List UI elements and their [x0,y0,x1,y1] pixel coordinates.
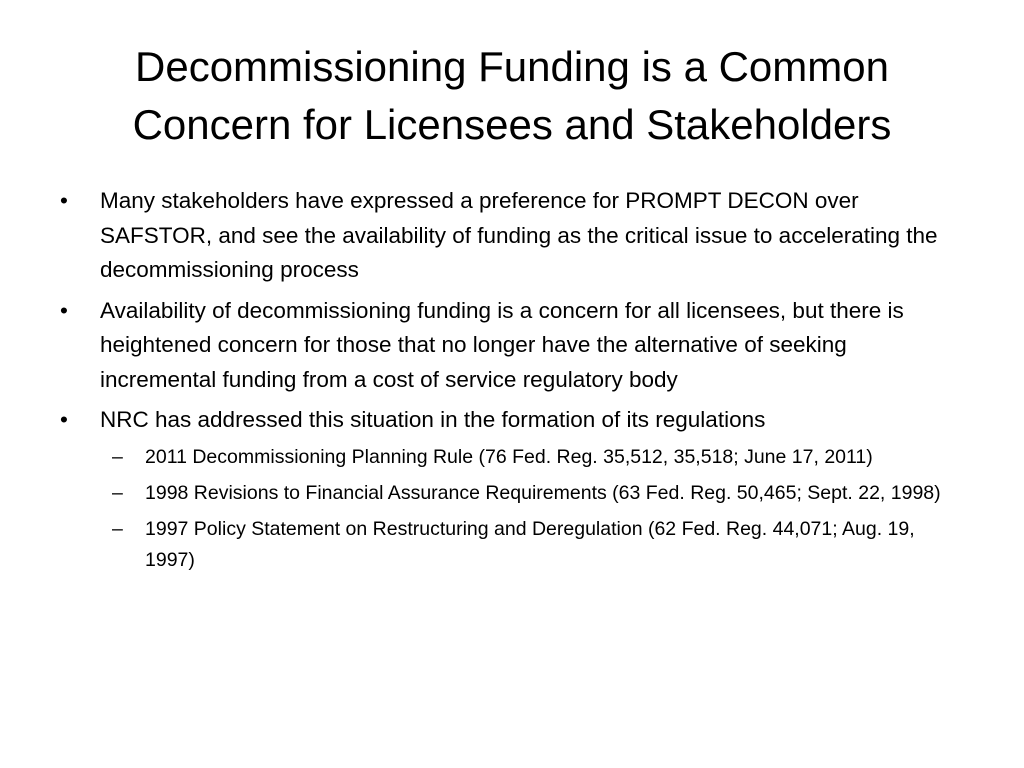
bullet-symbol: • [60,297,68,323]
bullet-text: NRC has addressed this situation in the formation of its regulations [100,407,766,432]
sub-bullet-symbol: – [112,445,123,468]
bullet-item-2 [58,294,958,398]
bullet-item-3 [58,403,958,576]
sub-bullet-symbol: – [112,517,123,540]
slide-title [60,38,964,154]
bullet-item-1 [58,184,958,288]
sub-bullet-item-2 [100,478,958,509]
slide-title-line-1: Decommissioning Funding is a Common [135,43,889,90]
sub-bullet-list [100,442,958,576]
bullet-text: Many stakeholders have expressed a preference for PROMPT DECON over SAFSTOR, and see the availability of funding as the critical issue to accelerating the decommissioning process [100,188,938,282]
sub-bullet-text: 2011 Decommissioning Planning Rule (76 Fed. Reg. 35,512, 35,518; June 17, 2011) [145,445,873,468]
sub-bullet-text: 1997 Policy Statement on Restructuring and Deregulation (62 Fed. Reg. 44,071; Aug. 19, 1997) [145,517,915,571]
sub-bullet-symbol: – [112,481,123,504]
slide-title-line-2: Concern for Licensees and Stakeholders [132,101,892,148]
bullet-symbol: • [60,407,68,432]
bullet-list [58,184,958,576]
bullet-symbol: • [60,188,68,213]
slide-content [58,184,958,582]
sub-bullet-item-1 [100,442,958,473]
bullet-text: Availability of decommissioning funding is a concern for all licensees, but there is heightened concern for those that no longer have the alternative of seeking incremental funding from a cost of service regulatory body [100,297,904,392]
sub-bullet-text: 1998 Revisions to Financial Assurance Requirements (63 Fed. Reg. 50,465; Sept. 22, 1998) [145,481,941,504]
sub-bullet-item-3 [100,514,958,576]
